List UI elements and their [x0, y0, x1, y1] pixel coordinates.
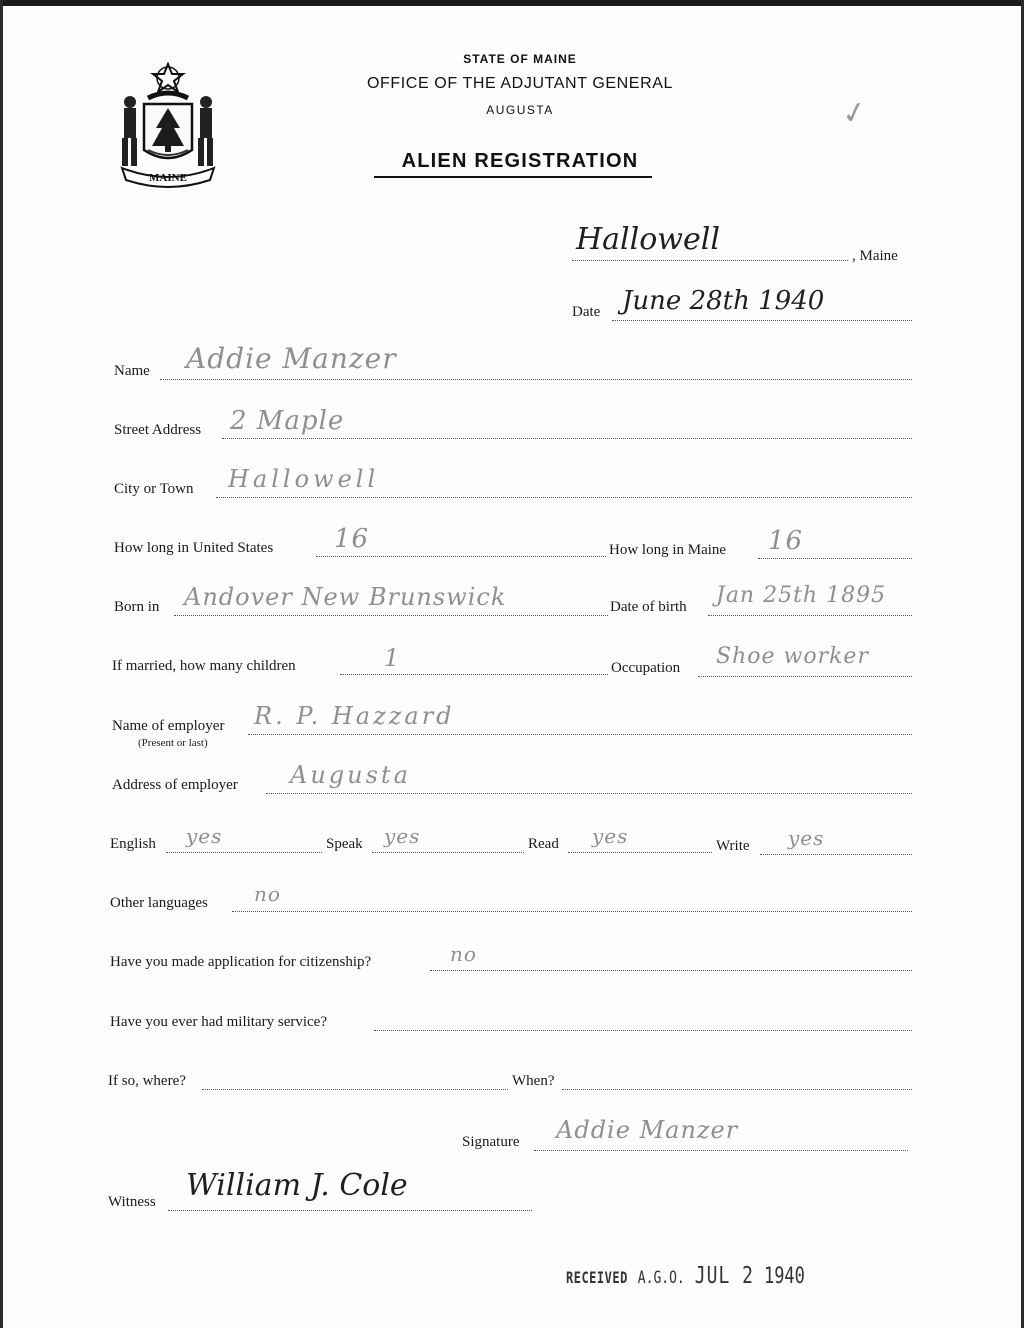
service-date-line: [562, 1089, 912, 1090]
us-duration-value: 16: [334, 524, 370, 554]
employer-address-value: Augusta: [290, 761, 411, 789]
other-languages-value: no: [254, 882, 281, 906]
speak-line: [372, 852, 524, 853]
date-line: [612, 320, 912, 321]
maine-duration-label: How long in Maine: [609, 542, 727, 558]
office-heading: OFFICE OF THE ADJUTANT GENERAL: [366, 75, 674, 92]
signature-value: Addie Manzer: [556, 1116, 739, 1144]
place-suffix-label: , Maine: [852, 248, 898, 264]
speak-value: yes: [384, 824, 421, 848]
form-title: ALIEN REGISTRATION: [401, 150, 639, 172]
read-value: yes: [592, 824, 629, 848]
occupation-value: Shoe worker: [716, 644, 869, 669]
stamp-received: RECEIVED: [566, 1268, 628, 1287]
citizenship-label: Have you made application for citizenship?: [110, 954, 372, 970]
read-label: Read: [528, 836, 559, 852]
birthplace-value: Andover New Brunswick: [184, 583, 507, 611]
employer-address-label: Address of employer: [112, 777, 238, 793]
occupation-line: [698, 676, 912, 677]
service-date-label: When?: [512, 1073, 555, 1089]
other-languages-label: Other languages: [110, 895, 208, 911]
speak-label: Speak: [326, 836, 363, 852]
maine-duration-line: [758, 558, 912, 559]
name-line: [160, 379, 912, 380]
city-line: [216, 497, 912, 498]
military-service-line: [374, 1030, 912, 1031]
military-service-label: Have you ever had military service?: [110, 1014, 327, 1030]
english-line: [166, 852, 322, 853]
write-line: [760, 854, 912, 855]
title-underline: [374, 176, 652, 178]
stamp-office: A.G.O.: [637, 1268, 685, 1288]
city-heading: AUGUSTA: [486, 103, 554, 117]
stamp-date: JUL 2: [694, 1262, 754, 1290]
english-label: English: [110, 836, 156, 852]
citizenship-value: no: [450, 942, 477, 966]
read-line: [568, 852, 712, 853]
us-duration-label: How long in United States: [114, 540, 274, 556]
employer-value: R. P. Hazzard: [254, 702, 455, 730]
city-value: Hallowell: [228, 465, 380, 493]
stamp-year: 1940: [763, 1263, 805, 1290]
signature-line: [534, 1150, 908, 1151]
employer-line: [248, 734, 912, 735]
birthplace-label: Born in: [114, 599, 160, 615]
name-value: Addie Manzer: [186, 342, 397, 375]
name-label: Name: [114, 363, 150, 379]
place-line: [572, 260, 848, 261]
street-label: Street Address: [114, 422, 202, 438]
maine-state-seal-icon: [112, 62, 224, 190]
witness-label: Witness: [108, 1194, 156, 1210]
service-location-line: [202, 1089, 508, 1090]
write-value: yes: [788, 826, 825, 850]
seal-lettering: MAINE: [149, 172, 187, 184]
citizenship-line: [430, 970, 912, 971]
us-duration-line: [316, 556, 606, 557]
date-label: Date: [572, 304, 601, 320]
birth-date-line: [708, 615, 912, 616]
maine-duration-value: 16: [768, 526, 804, 556]
children-line: [340, 674, 608, 675]
children-label: If married, how many children: [112, 658, 296, 674]
witness-value: William J. Cole: [186, 1168, 408, 1203]
check-mark-icon: ✓: [838, 93, 871, 134]
street-value: 2 Maple: [230, 406, 345, 436]
other-languages-line: [232, 911, 912, 912]
english-value: yes: [186, 824, 223, 848]
witness-line: [168, 1210, 532, 1211]
city-label: City or Town: [114, 481, 194, 497]
received-stamp: [566, 1262, 815, 1289]
signature-label: Signature: [462, 1134, 520, 1150]
children-value: 1: [384, 644, 401, 672]
scan-edge-left: [0, 0, 3, 1328]
employer-address-line: [266, 793, 912, 794]
service-location-label: If so, where?: [108, 1073, 186, 1089]
birth-date-label: Date of birth: [610, 599, 687, 615]
street-line: [222, 438, 912, 439]
employer-label: Name of employer: [112, 718, 225, 734]
birth-date-value: Jan 25th 1895: [716, 583, 887, 608]
occupation-label: Occupation: [611, 660, 681, 676]
employer-sublabel: (Present or last): [138, 737, 208, 749]
date-value: June 28th 1940: [622, 286, 825, 316]
scan-edge-top: [0, 0, 1024, 6]
state-heading: STATE OF MAINE: [463, 52, 577, 66]
birthplace-line: [174, 615, 608, 616]
place-value: Hallowell: [576, 222, 720, 257]
write-label: Write: [716, 838, 750, 854]
